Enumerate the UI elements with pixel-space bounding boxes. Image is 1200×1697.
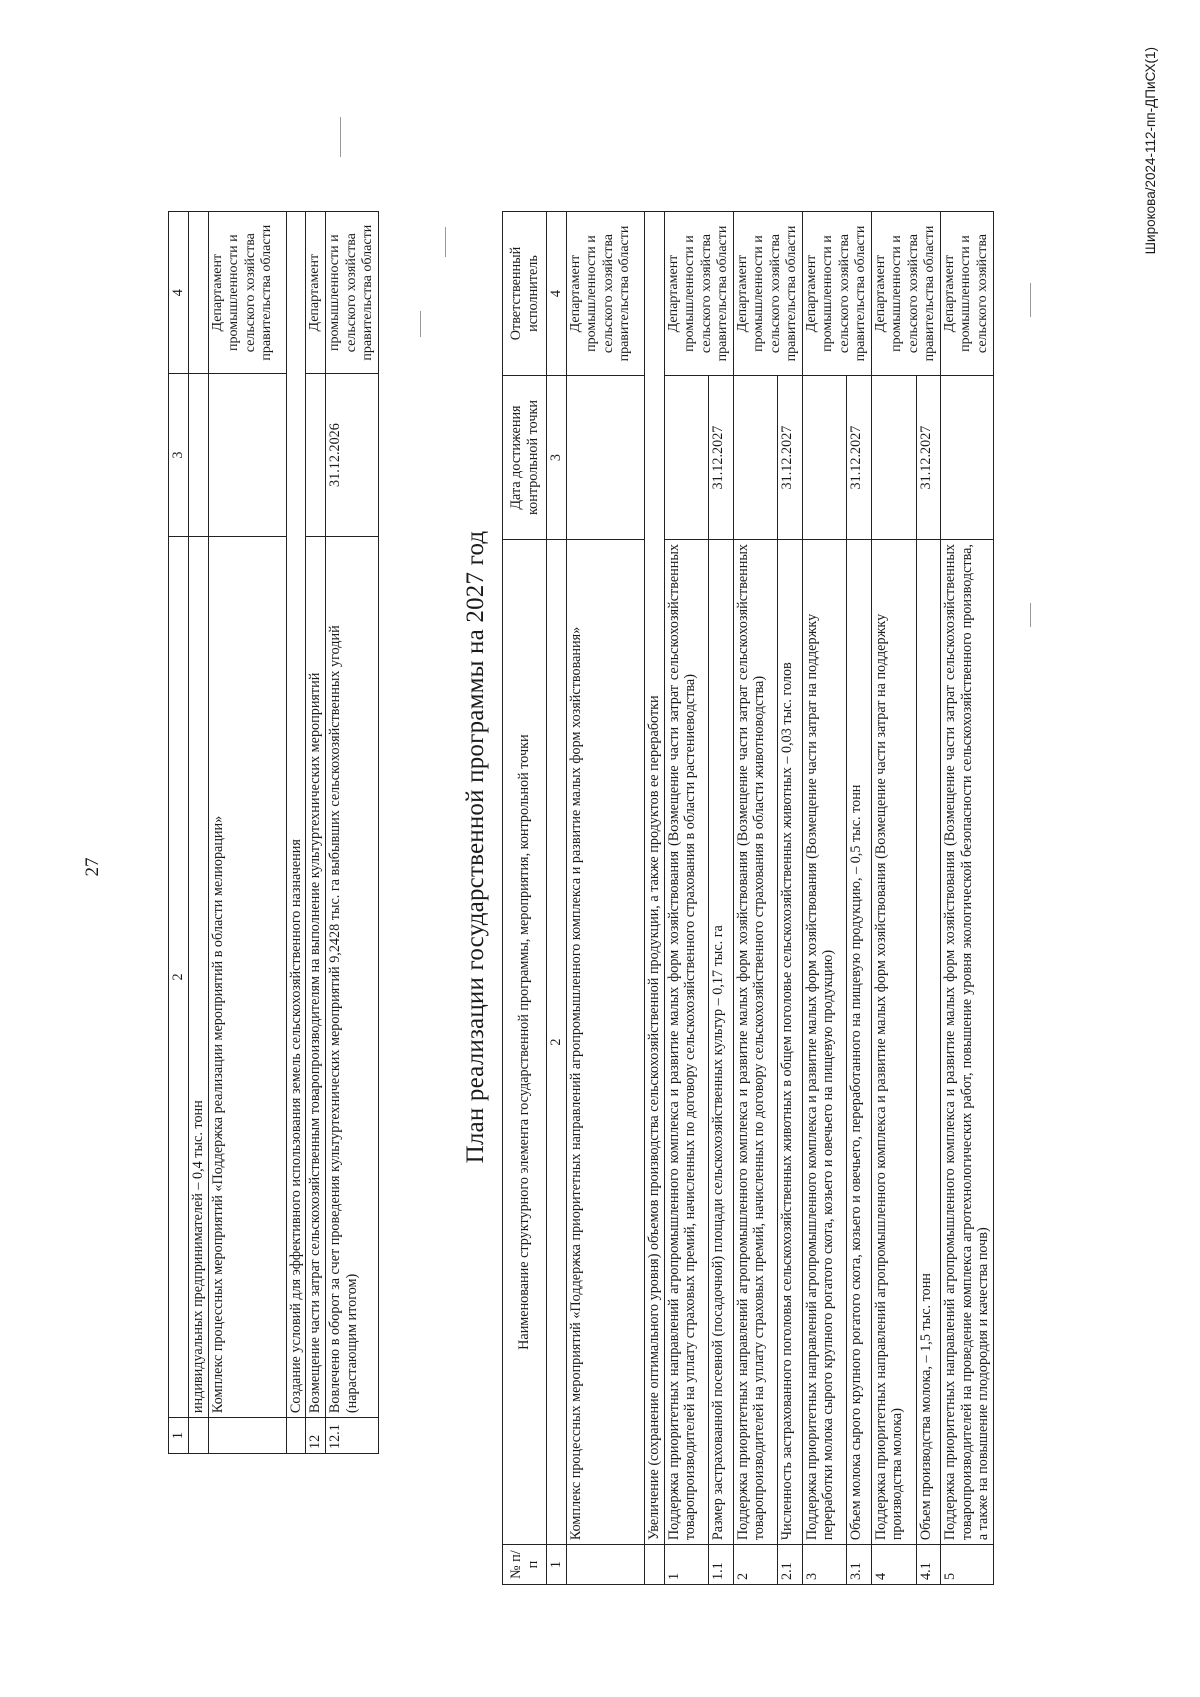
complex-name: Комплекс процессных мероприятий «Поддержка реализации мероприятий в области мелиорации»	[208, 536, 286, 1417]
scan-mark	[1030, 283, 1031, 317]
row-number: 1.1	[709, 1545, 733, 1585]
checkpoint-name: Численность застрахованного поголовья сельскохозяйственных животных в общем поголовье сельскохозяйственных животных – 0,03 тыс. голов	[778, 540, 802, 1545]
col-number-2: 2	[169, 536, 189, 1417]
measure-name: Поддержка приоритетных направлений агропромышленного комплекса и развитие малых форм хозяйствования (Возмещение части затрат сельскохозяйственных товаропроизводителей на проведение комплекса агротехнологических работ, повышение уровня экологической безопасности сельскохозяйственного производства, а также на повышение плодородия и качества почв)	[940, 540, 993, 1545]
checkpoint-date: 31.12.2027	[778, 376, 802, 540]
executor: Департамент промышленности и сельского хозяйства правительства области	[871, 212, 940, 376]
checkpoint-date: 31.12.2027	[847, 376, 871, 540]
scan-mark	[420, 311, 421, 337]
checkpoint-name: Размер застрахованной посевной (посадочной) площади сельскохозяйственных культур – 0,17 тыс. га	[709, 540, 733, 1545]
checkpoint-name: Объем молока сырого крупного рогатого скота, козьего и овечьего, переработанного на пищевую продукцию, – 0,5 тыс. тонн	[847, 540, 871, 1545]
complex-name: Комплекс процессных мероприятий «Поддержка приоритетных направлений агропромышленного комплекса и развитие малых форм хозяйствования»	[566, 540, 644, 1545]
scan-mark	[445, 227, 446, 257]
executor: Департамент промышленности и сельского хозяйства правительства области	[208, 212, 286, 374]
executor: Департамент промышленности и сельского хозяйства	[940, 212, 993, 376]
table-row	[916, 212, 940, 1585]
table-row	[847, 212, 871, 1585]
row-number: 1	[664, 1545, 709, 1585]
table-row	[871, 212, 916, 1585]
row-number: 3	[802, 1545, 847, 1585]
table-row	[188, 212, 208, 1454]
table-header-row	[503, 212, 547, 1585]
executor: Департамент промышленности и сельского хозяйства правительства области	[733, 212, 802, 376]
document-code: Широкова/2024-112-пп-ДПиСХ(1)	[1143, 47, 1158, 255]
executor: Департамент промышленности и сельского хозяйства правительства области	[664, 212, 733, 376]
executor: промышленности и сельского хозяйства правительства области	[326, 212, 379, 374]
scan-mark	[340, 117, 341, 157]
executor: Департамент промышленности и сельского хозяйства правительства области	[566, 212, 644, 376]
measure-name: Поддержка приоритетных направлений агропромышленного комплекса и развитие малых форм хозяйствования (Возмещение части затрат сельскохозяйственных товаропроизводителей на уплату страховых премий, начисленных по договору сельскохозяйственного страхования в области животноводства)	[733, 540, 778, 1545]
header-executor: Ответственный исполнитель	[503, 212, 547, 376]
col-number-3: 3	[169, 374, 189, 536]
table-row	[664, 212, 709, 1585]
col-number-4: 4	[547, 212, 567, 376]
table-row	[802, 212, 847, 1585]
table-row	[778, 212, 802, 1585]
table-row	[733, 212, 778, 1585]
row-number: 12	[306, 1418, 326, 1454]
table-row	[566, 212, 644, 1585]
measure-name: Возмещение части затрат сельскохозяйственным товаропроизводителям на выполнение культуртехнических мероприятий	[306, 536, 326, 1417]
row-number: 4	[871, 1545, 916, 1585]
col-number-2: 2	[547, 540, 567, 1545]
checkpoint-name: Объем производства молока, – 1,5 тыс. тонн	[916, 540, 940, 1545]
col-number-4: 4	[169, 212, 189, 374]
plan-title: План реализации государственной программы на 2027 год	[462, 530, 489, 1164]
column-number-row	[169, 212, 189, 1454]
col-number-1: 1	[547, 1545, 567, 1585]
checkpoint-name: Вовлечено в оборот за счет проведения культуртехнических мероприятий 9,2428 тыс. га выбывших сельскохозяйственных угодий (нарастающим итогом)	[326, 536, 379, 1417]
table-row	[306, 212, 326, 1454]
table-row	[286, 212, 306, 1454]
table-row	[940, 212, 993, 1585]
checkpoint-date: 31.12.2027	[709, 376, 733, 540]
checkpoint-date: 31.12.2027	[916, 376, 940, 540]
table-row	[326, 212, 379, 1454]
checkpoint-date: 31.12.2026	[326, 374, 379, 536]
page-number: 27	[82, 857, 103, 877]
col-number-1: 1	[169, 1418, 189, 1454]
table-row	[644, 212, 664, 1585]
executor: Департамент промышленности и сельского хозяйства правительства области	[802, 212, 871, 376]
measure-name: Поддержка приоритетных направлений агропромышленного комплекса и развитие малых форм хозяйствования (Возмещение части затрат на поддержку переработки молока сырого крупного рогатого скота, козьего и овечьего на пищевую продукцию)	[802, 540, 847, 1545]
row-number: 3.1	[847, 1545, 871, 1585]
row-number: 5	[940, 1545, 993, 1585]
executor: Департамент	[306, 212, 326, 374]
column-number-row	[547, 212, 567, 1585]
header-date: Дата достижения контрольной точки	[503, 376, 547, 540]
table-row	[709, 212, 733, 1585]
row-number: 2	[733, 1545, 778, 1585]
measure-name: Поддержка приоритетных направлений агропромышленного комплекса и развитие малых форм хозяйствования (Возмещение части затрат на поддержку производства молока)	[871, 540, 916, 1545]
row-number: 2.1	[778, 1545, 802, 1585]
header-name: Наименование структурного элемента государственной программы, мероприятия, контрольной точки	[503, 540, 547, 1545]
table-row	[208, 212, 286, 1454]
task-name: Создание условий для эффективного использования земель сельскохозяйственного назначения	[286, 212, 306, 1418]
scan-mark	[1030, 603, 1031, 627]
task-name: Увеличение (сохранение оптимального уровня) объемов производства сельскохозяйственной продукции, а также продуктов ее переработки	[644, 212, 664, 1545]
col-number-3: 3	[547, 376, 567, 540]
plan-table	[502, 211, 994, 1585]
measure-name: Поддержка приоритетных направлений агропромышленного комплекса и развитие малых форм хозяйствования (Возмещение части затрат сельскохозяйственных товаропроизводителей на уплату страховых премий, начисленных по договору сельскохозяйственного страхования в области растениеводства)	[664, 540, 709, 1545]
header-number: № п/п	[503, 1545, 547, 1585]
continuation-table	[168, 211, 379, 1454]
row-name: индивидуальных предпринимателей – 0,4 тыс. тонн	[188, 536, 208, 1417]
row-number: 12.1	[326, 1418, 379, 1454]
row-number: 4.1	[916, 1545, 940, 1585]
